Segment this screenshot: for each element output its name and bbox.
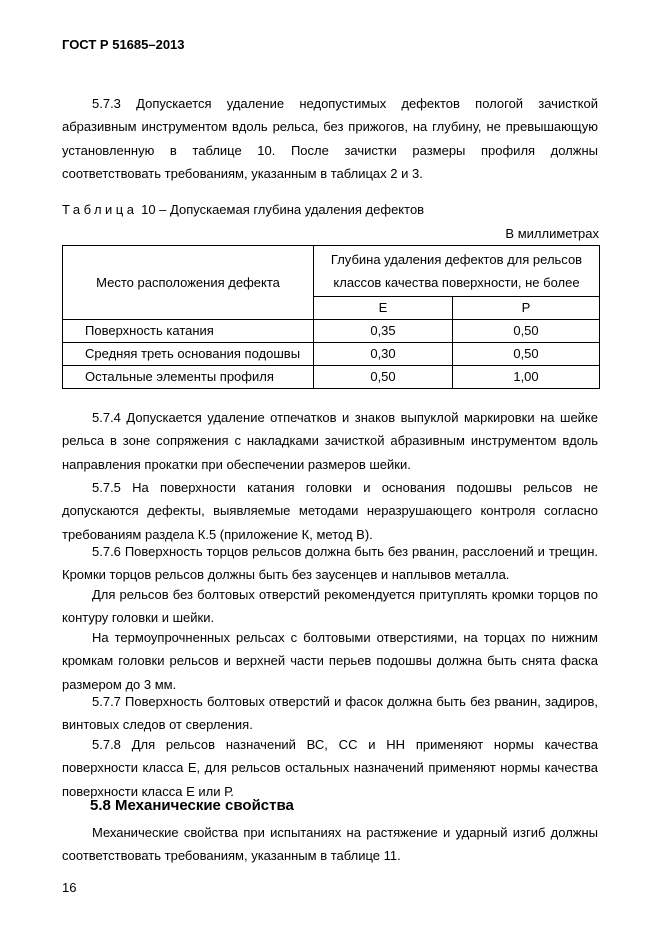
row-value-p: 1,00 [453, 366, 600, 389]
row-value-p: 0,50 [453, 343, 600, 366]
row-value-e: 0,35 [314, 320, 453, 343]
paragraph-5-7-6-chamfer: На термоупрочненных рельсах с болтовыми отверстиями, на торцах по нижним кромкам головки рельсов и верхней части перьев подошвы должна быть снята фаска размером до 3 мм. [62, 630, 598, 692]
defects-table [62, 245, 600, 389]
column-header-depth: Глубина удаления дефектов для рельсов классов качества поверхности, не более [314, 246, 600, 297]
table-caption-text: 10 – Допускаемая глубина удаления дефектов [141, 202, 425, 217]
table-row [63, 343, 600, 366]
section-heading: 5.8 Механические свойства [90, 797, 294, 814]
table-units: В миллиметрах [505, 226, 599, 241]
document-header: ГОСТ Р 51685–2013 [62, 37, 185, 52]
table-row [63, 320, 600, 343]
row-value-e: 0,30 [314, 343, 453, 366]
column-header-location: Место расположения дефекта [63, 246, 314, 320]
paragraph-5-8: Механические свойства при испытаниях на растяжение и ударный изгиб должны соответствовать требованиям, указанным в таблице 11. [62, 825, 598, 864]
column-header-class-p: Р [453, 297, 600, 320]
paragraph-5-7-6-ends: Для рельсов без болтовых отверстий рекомендуется притуплять кромки торцов по контуру головки и шейки. [62, 587, 598, 626]
paragraph-5-7-4: 5.7.4 Допускается удаление отпечатков и знаков выпуклой маркировки на шейке рельса в зоне сопряжения с накладками зачисткой абразивным инструментом вдоль направления прокатки при обеспечении размеров шейки. [62, 410, 598, 472]
row-value-p: 0,50 [453, 320, 600, 343]
table-header-row [63, 246, 600, 297]
row-location: Остальные элементы профиля [63, 366, 314, 389]
paragraph-5-7-7: 5.7.7 Поверхность болтовых отверстий и фасок должна быть без рванин, задиров, винтовых следов от сверления. [62, 694, 598, 733]
row-value-e: 0,50 [314, 366, 453, 389]
table-caption-label: Таблица [62, 202, 138, 217]
row-location: Средняя треть основания подошвы [63, 343, 314, 366]
paragraph-5-7-5: 5.7.5 На поверхности катания головки и основания подошвы рельсов не допускаются дефекты, выявляемые методами неразрушающего контроля согласно требованиям раздела К.5 (приложение К, метод В). [62, 480, 598, 542]
paragraph-5-7-3: 5.7.3 Допускается удаление недопустимых дефектов пологой зачисткой абразивным инструментом вдоль рельса, без прижогов, на глубину, не превышающую установленную в таблице 10. После зачистки размеры профиля должны соответствовать требованиям, указанным в таблицах 2 и 3. [62, 96, 598, 182]
table-caption [62, 202, 424, 217]
table-row [63, 366, 600, 389]
column-header-class-e: Е [314, 297, 453, 320]
row-location: Поверхность катания [63, 320, 314, 343]
paragraph-5-7-6: 5.7.6 Поверхность торцов рельсов должна быть без рванин, расслоений и трещин. Кромки торцов рельсов должны быть без заусенцев и наплывов металла. [62, 544, 598, 583]
page-number: 16 [62, 880, 77, 895]
paragraph-5-7-8: 5.7.8 Для рельсов назначений ВС, СС и НН применяют нормы качества поверхности класса Е, для рельсов остальных назначений применяют нормы качества поверхности класса Е или Р. [62, 737, 598, 799]
